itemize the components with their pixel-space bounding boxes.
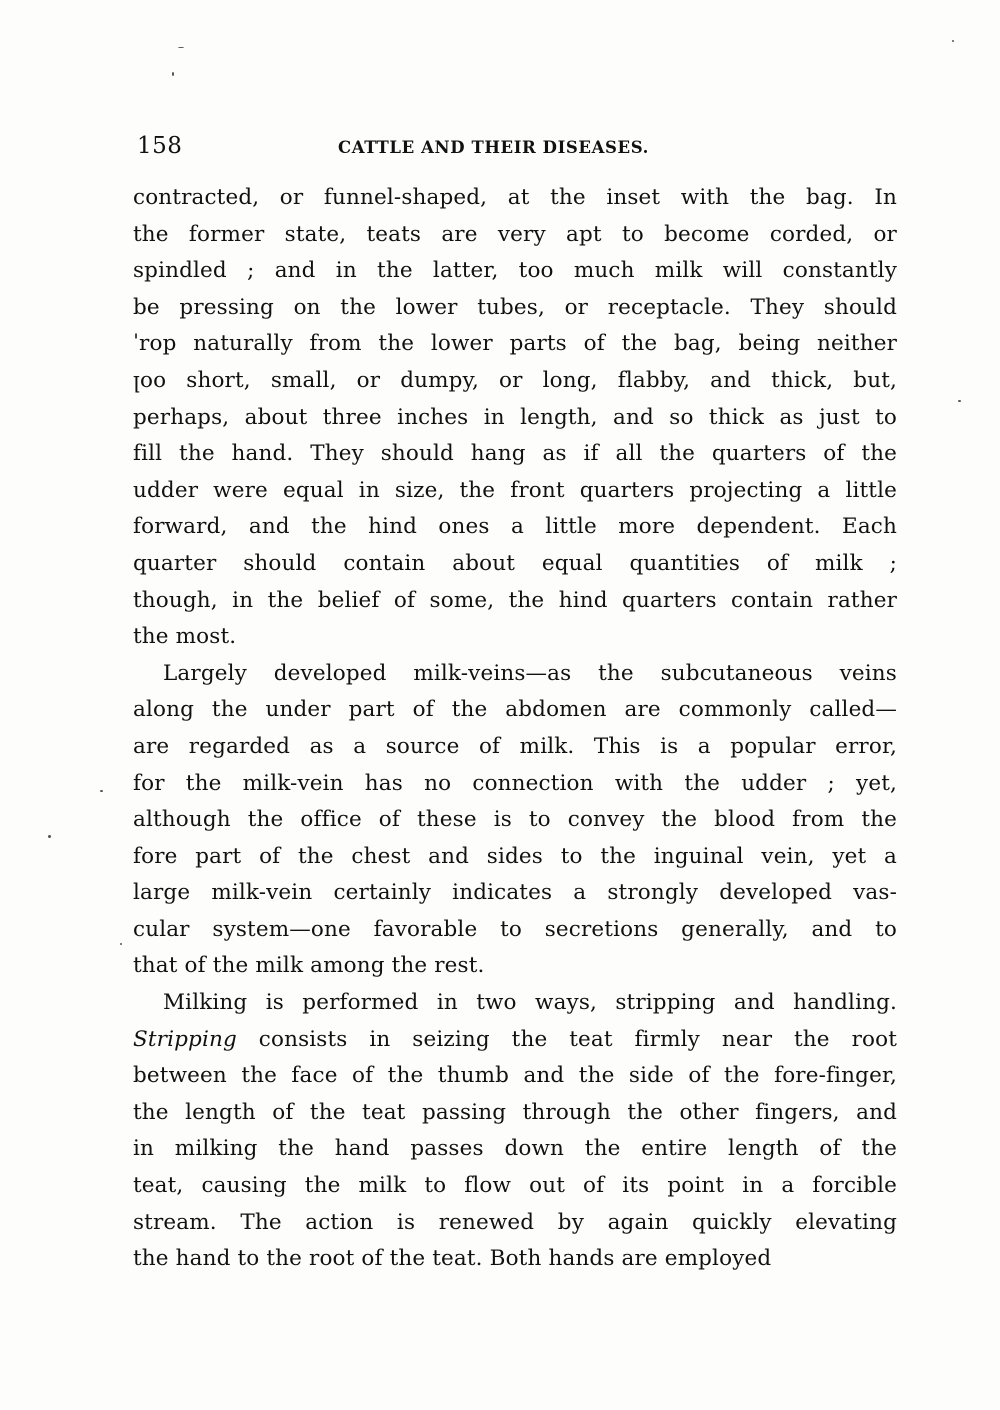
scan-speck [120, 943, 122, 945]
body-text [133, 180, 897, 1278]
text-line: Largely developed milk-veins—as the subcutaneous veins [163, 660, 897, 686]
text-line: that of the milk among the rest. [133, 953, 485, 979]
text-line: Milking is performed in two ways, stripping and handling. [163, 990, 897, 1016]
running-head: CATTLE AND THEIR DISEASES. [338, 138, 649, 157]
text-line: udder were equal in size, the front quarters projecting a little [133, 477, 897, 503]
text-line: along the under part of the abdomen are commonly called— [133, 697, 897, 723]
page-header [137, 133, 897, 165]
text-line: the former state, teats are very apt to become corded, or [133, 221, 897, 247]
text-line: forward, and the hind ones a little more dependent. Each [133, 514, 897, 540]
scan-speck [178, 47, 184, 48]
text-line: ꞁoo short, small, or dumpy, or long, flabby, and thick, but, [133, 367, 897, 393]
scan-speck [172, 72, 174, 76]
text-line: fill the hand. They should hang as if all the quarters of the [133, 441, 897, 467]
text-line: perhaps, about three inches in length, and so thick as just to [133, 404, 897, 430]
italic-term: Stripping [133, 1026, 237, 1052]
text-line: Stripping consists in seizing the teat firmly near the root [133, 1026, 897, 1052]
scan-speck [100, 790, 103, 792]
text-line: spindled ; and in the latter, too much milk will constantly [133, 258, 897, 284]
text-line: the hand to the root of the teat. Both hands are employed [133, 1246, 772, 1272]
scan-speck [48, 835, 51, 838]
page-number: 158 [137, 133, 183, 159]
text-line: are regarded as a source of milk. This is a popular error, [133, 733, 897, 759]
scan-speck [958, 400, 961, 402]
text-line: be pressing on the lower tubes, or receptacle. They should [133, 294, 897, 320]
text-line: fore part of the chest and sides to the inguinal vein, yet a [133, 843, 897, 869]
text-line: between the face of the thumb and the side of the fore-finger, [133, 1063, 897, 1089]
scan-speck [952, 40, 954, 42]
text-line: contracted, or funnel-shaped, at the inset with the bag. In [133, 185, 897, 210]
text-line: although the office of these is to convey the blood from the [133, 807, 897, 833]
text-line: though, in the belief of some, the hind quarters contain rather [133, 587, 897, 613]
text-line: the length of the teat passing through the other fingers, and [133, 1099, 897, 1125]
text-line: large milk-vein certainly indicates a strongly developed vas- [133, 880, 897, 906]
text-line: the most. [133, 624, 237, 650]
text-line: stream. The action is renewed by again quickly elevating [133, 1209, 897, 1235]
text-line: quarter should contain about equal quantities of milk ; [133, 550, 897, 576]
text-line: for the milk-vein has no connection with the udder ; yet, [133, 770, 897, 796]
text-line: ˈrop naturally from the lower parts of the bag, being neither [133, 331, 897, 357]
text-line: cular system—one favorable to secretions generally, and to [133, 916, 897, 942]
text-line: teat, causing the milk to flow out of its point in a forcible [133, 1173, 897, 1199]
text-line: in milking the hand passes down the entire length of the [133, 1136, 897, 1162]
